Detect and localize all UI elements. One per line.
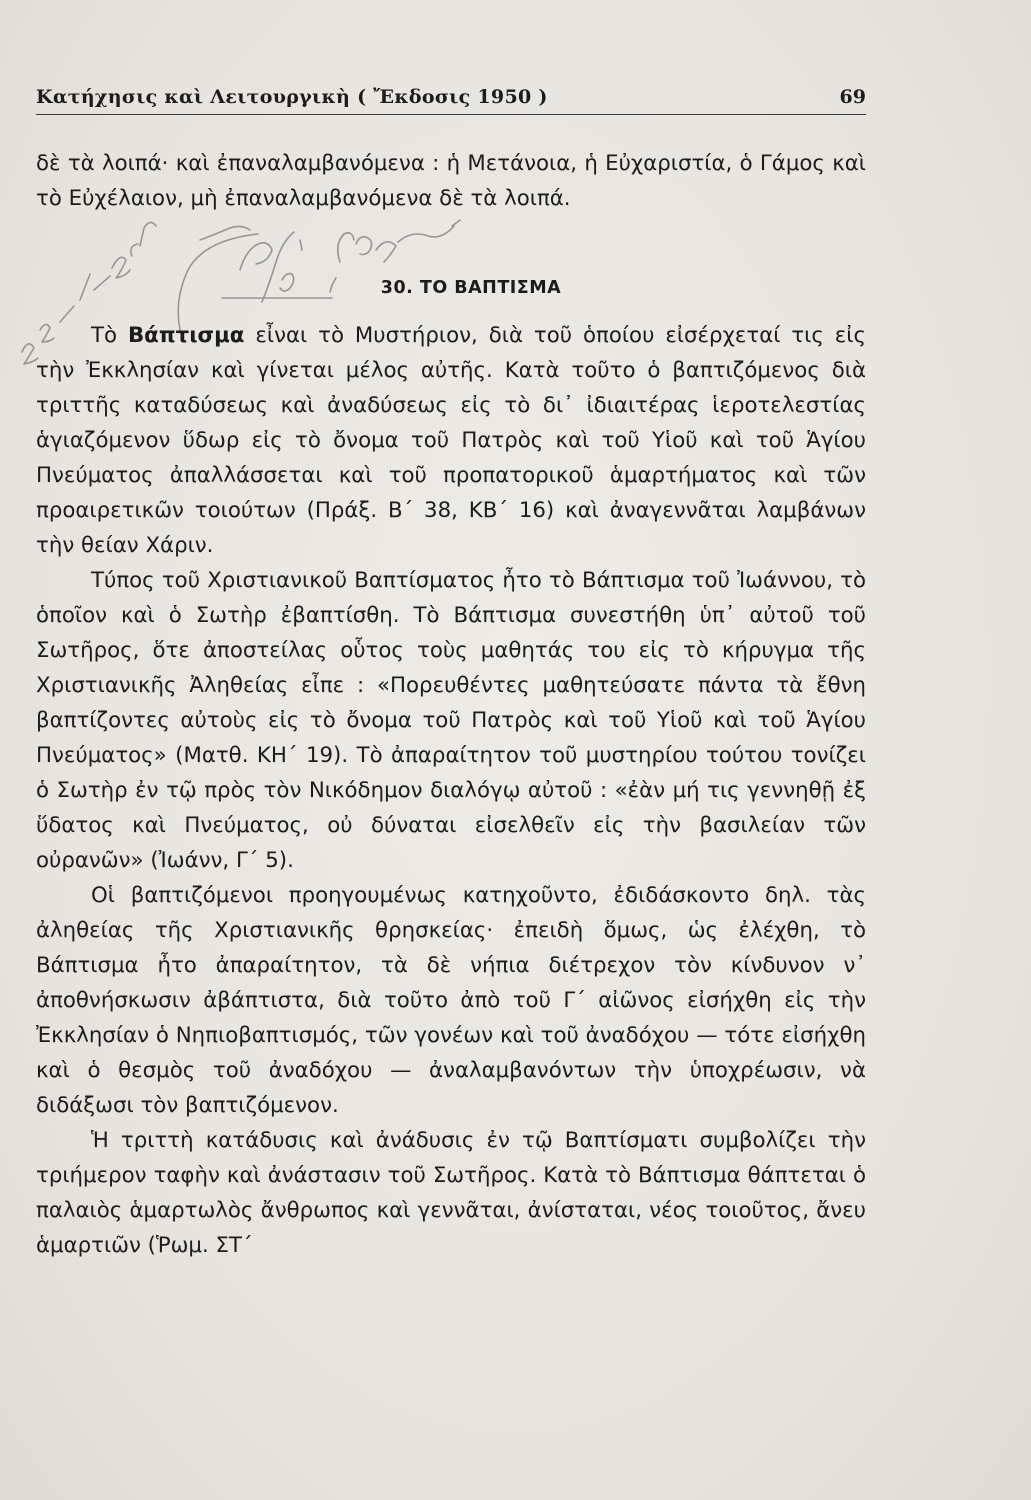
paragraph-1-term: Βάπτισμα [127,323,245,348]
header-title: Κατήχησις καὶ Λειτουργικὴ ( Ἔκδοσις 1950 ) [36,86,548,108]
paragraph-3: Οἱ βαπτιζόμενοι προηγουμένως κατηχοῦντο, ἐδιδάσκοντο δηλ. τὰς ἀληθείας τῆς Χριστιανικῆς θρησκείας· ἐπειδὴ ὅμως, ὡς ἐλέχθη, τὸ Βάπτισμα ἦτο ἀπαραίτητον, τὰ δὲ νήπια διέτρεχον τὸν κίνδυνον ν᾿ ἀποθνήσκωσιν ἀβάπτιστα, διὰ τοῦτο ἀπὸ τοῦ Γ΄ αἰῶνος εἰσήχθη εἰς τὴν Ἐκκλησίαν ὁ Νηπιοβαπτισμός, τῶν γονέων καὶ τοῦ ἀναδόχου — τότε εἰσήχθη καὶ ὁ θεσμὸς τοῦ ἀναδόχου — ἀναλαμβανόντων τὴν ὑποχρέωσιν, νὰ διδάξωσι τὸν βαπτιζόμενον. [36,883,866,1118]
continuation-paragraph: δὲ τὰ λοιπά· καὶ ἐπαναλαμβανόμενα : ἡ Μετάνοια, ἡ Εὐχαριστία, ὁ Γάμος καὶ τὸ Εὐχέλαιον, μὴ ἐπαναλαμβανόμενα δὲ τὰ λοιπά. [36,151,866,211]
page-number: 69 [839,86,866,108]
paragraph-2: Τύπος τοῦ Χριστιανικοῦ Βαπτίσματος ἦτο τὸ Βάπτισμα τοῦ Ἰωάννου, τὸ ὁποῖον καὶ ὁ Σωτὴρ ἐβαπτίσθη. Τὸ Βάπτισμα συνεστήθη ὑπ᾿ αὐτοῦ τοῦ Σωτῆρος, ὅτε ἀποστείλας οὗτος τοὺς μαθητάς του εἰς τὸ κήρυγμα τῆς Χριστιανικῆς Ἀληθείας εἶπε : «Πορευθέντες μαθητεύσατε πάντα τὰ ἔθνη βαπτίζοντες αὐτοὺς εἰς τὸ ὄνομα τοῦ Πατρὸς καὶ τοῦ Υἱοῦ καὶ τοῦ Ἁγίου Πνεύματος» (Ματθ. ΚΗ΄ 19). Τὸ ἀπαραίτητον τοῦ μυστηρίου τούτου τονίζει ὁ Σωτὴρ ἐν τῷ πρὸς τὸν Νικόδημον διαλόγῳ αὐτοῦ : «ἐὰν μή τις γεννηθῇ ἐξ ὕδατος καὶ Πνεύματος, οὐ δύναται εἰσελθεῖν εἰς τὴν βασιλείαν τῶν οὐρανῶν» (Ἰωάνν, Γ΄ 5). [36,568,866,873]
running-header [36,86,866,115]
section-heading: 30. ΤΟ ΒΑΠΤΙΣΜΑ [380,278,562,298]
paragraph-1 [36,318,866,563]
paragraph-4: Ἡ τριττὴ κατάδυσις καὶ ἀνάδυσις ἐν τῷ Βαπτίσματι συμβολίζει τὴν τριήμερον ταφὴν καὶ ἀνάστασιν τοῦ Σωτῆρος. Κατὰ τὸ Βάπτισμα θάπτεται ὁ παλαιὸς ἁμαρτωλὸς ἄνθρωπος καὶ γεννᾶται, ἀνίσταται, νέος τοιοῦτος, ἄνευ ἁμαρτιῶν (Ῥωμ. ΣΤ΄ [36,1128,866,1258]
paragraph-1-rest: εἶναι τὸ Μυστήριον, διὰ τοῦ ὁποίου εἰσέρχεταί τις εἰς τὴν Ἐκκλησίαν καὶ γίνεται μέλος αὐτῆς. Κατὰ τοῦτο ὁ βαπτιζόμενος διὰ τριττῆς καταδύσεως καὶ ἀναδύσεως εἰς τὸ δι᾿ ἰδιαιτέρας ἱεροτελεστίας ἁγιαζόμενον ὕδωρ εἰς τὸ ὄνομα τοῦ Πατρὸς καὶ τοῦ Υἱοῦ καὶ τοῦ Ἁγίου Πνεύματος ἀπαλλάσσεται καὶ τοῦ προπατορικοῦ ἁμαρτήματος καὶ τῶν προαιρετικῶν τοιούτων (Πράξ. Β΄ 38, ΚΒ΄ 16) καὶ ἀναγεννᾶται λαμβάνων τὴν θείαν Χάριν. [36,323,866,558]
section-body [36,318,866,1263]
paragraph-1-lead: Τὸ [91,323,128,348]
